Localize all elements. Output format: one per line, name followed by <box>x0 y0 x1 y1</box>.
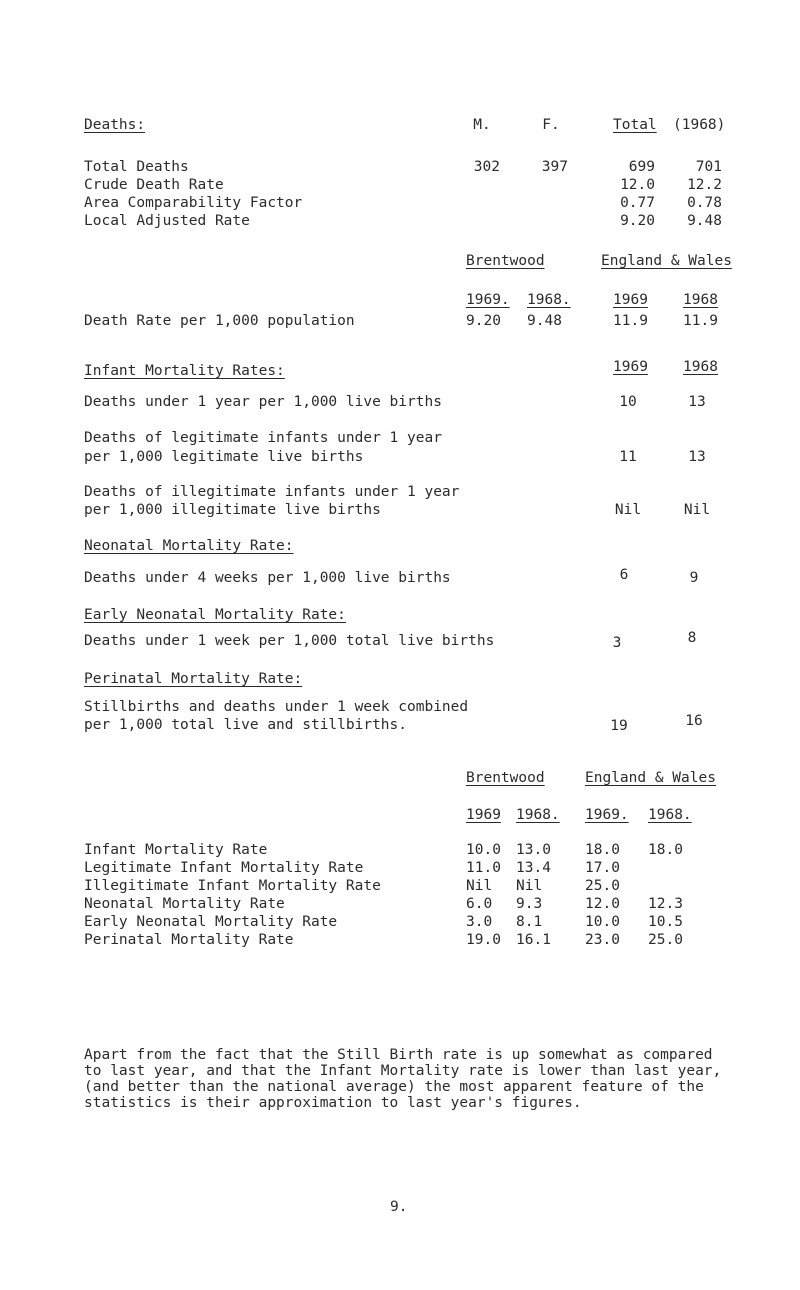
summary-paragraph: Apart from the fact that the Still Birth rate is up somewhat as compared to last year, and that the Infant Mortality rate is lower than last year, (and better than the national average) the most apparent feature of the statistics is their approximation to last year's figures. <box>84 1047 722 1111</box>
england-1968: 12.3 <box>648 896 683 912</box>
prev-value: 0.78 <box>687 195 722 211</box>
rate-label: Infant Mortality Rate <box>84 842 268 858</box>
england-1969: 23.0 <box>585 932 620 948</box>
rate-label: Perinatal Mortality Rate <box>84 932 294 948</box>
year-heading: 1968 <box>683 292 718 308</box>
england-1969: 18.0 <box>585 842 620 858</box>
rate-label: Neonatal Mortality Rate <box>84 896 285 912</box>
brentwood-1969: 6.0 <box>466 896 493 912</box>
prev-value: 9.48 <box>687 213 722 229</box>
death-rate-label: Death Rate per 1,000 population <box>84 313 355 329</box>
value-1968: 16 <box>685 713 703 729</box>
perinatal-label: Stillbirths and deaths under 1 week combined <box>84 699 469 715</box>
england-1969: 17.0 <box>585 860 620 876</box>
value-1969: 10 <box>619 394 637 410</box>
england-1969: 25.0 <box>585 878 620 894</box>
row-label: Area Comparability Factor <box>84 195 303 211</box>
year-heading: 1969. <box>585 807 629 823</box>
group-england-wales: England & Wales <box>585 770 716 786</box>
prev-value: 12.2 <box>687 177 722 193</box>
rate-label: Illegitimate Infant Mortality Rate <box>84 878 381 894</box>
group-brentwood: Brentwood <box>466 253 545 269</box>
infant-row-label: Deaths of illegitimate infants under 1 year <box>84 484 460 500</box>
value-1969: 3 <box>612 635 622 651</box>
england-1968: 18.0 <box>648 842 683 858</box>
value-1968: Nil <box>683 502 711 518</box>
total-value: 12.0 <box>620 177 655 193</box>
year-heading: 1968. <box>516 807 560 823</box>
page-number: 9. <box>390 1199 408 1215</box>
early-neonatal-heading: Early Neonatal Mortality Rate: <box>84 607 346 623</box>
female-value: 397 <box>541 159 568 175</box>
brentwood-1969: 11.0 <box>466 860 501 876</box>
value-1968: 13 <box>688 449 706 465</box>
row-label: Local Adjusted Rate <box>84 213 250 229</box>
value-1969: 6 <box>619 567 629 583</box>
infant-row-label: per 1,000 legitimate live births <box>84 449 364 465</box>
rate-label: Early Neonatal Mortality Rate <box>84 914 338 930</box>
col-prev-year: (1968) <box>673 117 726 133</box>
col-female: F. <box>542 117 560 133</box>
rate-label: Legitimate Infant Mortality Rate <box>84 860 364 876</box>
england-1969: 10.0 <box>585 914 620 930</box>
value-1968: 8 <box>687 630 697 646</box>
group-brentwood: Brentwood <box>466 770 545 786</box>
value-1969: Nil <box>614 502 642 518</box>
value-1968: 13 <box>688 394 706 410</box>
perinatal-heading: Perinatal Mortality Rate: <box>84 671 303 687</box>
infant-row-label: per 1,000 illegitimate live births <box>84 502 381 518</box>
brentwood-1969: 10.0 <box>466 842 501 858</box>
year-heading: 1968. <box>648 807 692 823</box>
infant-row-label: Deaths of legitimate infants under 1 year <box>84 430 442 446</box>
year-heading: 1969 <box>613 292 648 308</box>
year-heading: 1969 <box>466 807 501 823</box>
year-heading: 1968 <box>683 359 718 375</box>
death-rate-value: 9.48 <box>527 313 562 329</box>
year-heading: 1969. <box>466 292 510 308</box>
england-1969: 12.0 <box>585 896 620 912</box>
total-value: 9.20 <box>620 213 655 229</box>
infant-row-label: Deaths under 1 year per 1,000 live births <box>84 394 442 410</box>
brentwood-1969: Nil <box>466 878 493 894</box>
deaths-heading: Deaths: <box>84 117 146 133</box>
col-total: Total <box>613 117 657 133</box>
brentwood-1969: 3.0 <box>466 914 493 930</box>
brentwood-1968: 13.4 <box>516 860 551 876</box>
group-england-wales: England & Wales <box>601 253 732 269</box>
brentwood-1968: 8.1 <box>516 914 543 930</box>
value-1968: 9 <box>689 570 699 586</box>
prev-value: 701 <box>695 159 722 175</box>
infant-heading: Infant Mortality Rates: <box>84 363 285 379</box>
brentwood-1968: 16.1 <box>516 932 551 948</box>
brentwood-1968: 13.0 <box>516 842 551 858</box>
total-value: 0.77 <box>620 195 655 211</box>
death-rate-value: 11.9 <box>613 313 648 329</box>
col-male: M. <box>473 117 491 133</box>
england-1968: 25.0 <box>648 932 683 948</box>
row-label: Total Deaths <box>84 159 189 175</box>
year-heading: 1969 <box>613 359 648 375</box>
england-1968: 10.5 <box>648 914 683 930</box>
brentwood-1969: 19.0 <box>466 932 501 948</box>
death-rate-value: 11.9 <box>683 313 718 329</box>
death-rate-value: 9.20 <box>466 313 501 329</box>
year-heading: 1968. <box>527 292 571 308</box>
perinatal-label: per 1,000 total live and stillbirths. <box>84 717 408 733</box>
neonatal-label: Deaths under 4 weeks per 1,000 live births <box>84 570 451 586</box>
total-value: 699 <box>628 159 655 175</box>
neonatal-heading: Neonatal Mortality Rate: <box>84 538 294 554</box>
brentwood-1968: 9.3 <box>516 896 543 912</box>
row-label: Crude Death Rate <box>84 177 224 193</box>
brentwood-1968: Nil <box>516 878 543 894</box>
male-value: 302 <box>473 159 500 175</box>
early-neonatal-label: Deaths under 1 week per 1,000 total live births <box>84 633 495 649</box>
value-1969: 11 <box>619 449 637 465</box>
value-1969: 19 <box>610 718 628 734</box>
